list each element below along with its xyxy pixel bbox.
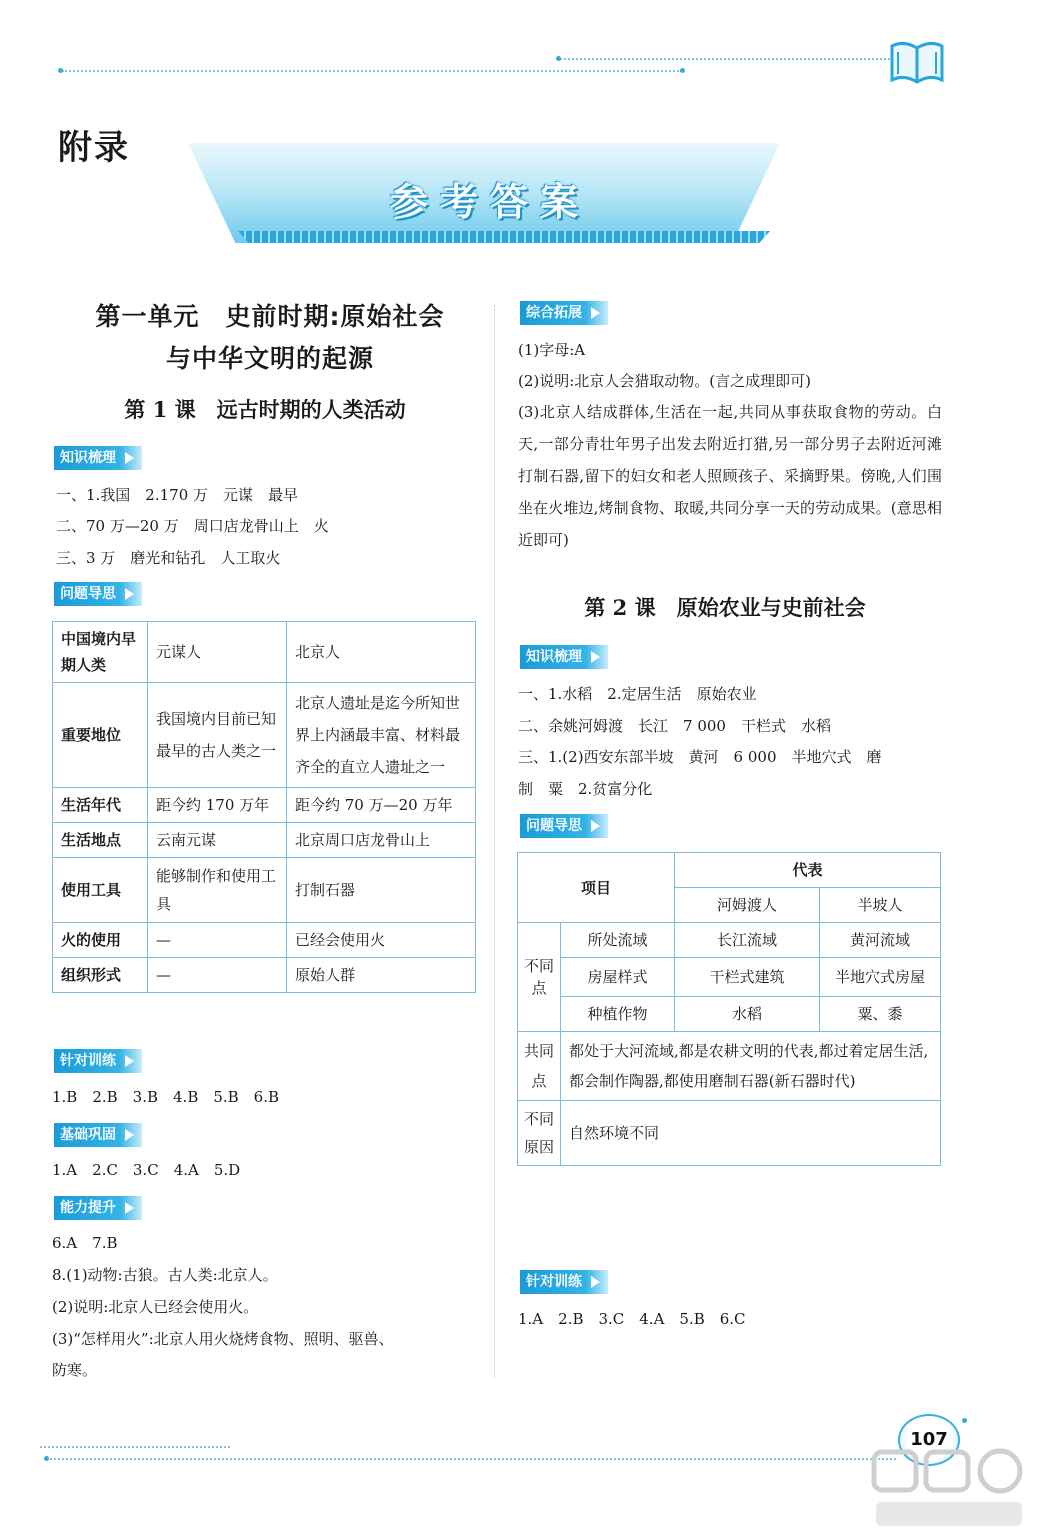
bottom-dotted-line-long [50,1458,896,1460]
table-header-cell: 项目 [518,853,675,923]
lesson1-knowledge-line: 一、1.我国 2.170 万 元谋 最早 [56,486,299,504]
table-cell: 不同点 [518,923,561,1032]
open-book-icon [888,38,946,86]
lesson1-knowledge-tag: 知识梳理 [54,446,142,470]
table-row [53,683,476,788]
table-cell: 云南元谋 [148,823,287,858]
comprehensive-tag: 综合拓展 [520,301,608,325]
table-row [518,958,941,997]
table-cell: 打制石器 [287,858,476,923]
table-row [518,1032,941,1101]
table-row [518,853,941,888]
banner-char: 案 [540,180,579,224]
top-dotted-line [62,70,682,72]
comprehensive-line: (1)字母:A [518,341,586,359]
lesson2-guide-tag: 问题导思 [520,814,608,838]
table-row [53,858,476,923]
lesson1-ability-line: (3)“怎样用火”:北京人用火烧烤食物、照明、驱兽、 [52,1330,394,1348]
table-cell: 我国境内目前已知最早的古人类之一 [148,683,287,788]
table-cell: 已经会使用火 [287,923,476,958]
banner-char: 参 [389,180,428,224]
table-row [518,997,941,1032]
lesson1-ability-line: 8.(1)动物:古狼。古人类:北京人。 [52,1266,278,1284]
table-cell: 长江流域 [675,923,820,958]
lesson1-basic-tag: 基础巩固 [54,1123,142,1147]
table-cell: 北京人遗址是迄今所知世界上内涵最丰富、材料最齐全的直立人遗址之一 [287,683,476,788]
table-cell: 共同点 [518,1032,561,1101]
table-cell: 距今约 170 万年 [148,788,287,823]
table-cell: 半地穴式房屋 [820,958,941,997]
bottom-dot [44,1456,49,1461]
top-dot [58,68,63,73]
table-cell: 水稻 [675,997,820,1032]
banner-char: 考 [439,180,478,224]
comprehensive-paragraph: (3)北京人结成群体,生活在一起,共同从事获取食物的劳动。白天,一部分青壮年男子出发去附近打猎,另一部分男子去附近河滩打制石器,留下的妇女和老人照顾孩子、采摘野果。傍晚,人们围坐在火堆边,烤制食物、取暖,共同分享一天的劳动成果。(意思相近即可) [518,403,942,549]
lesson2-targeted-answers: 1.A 2.B 3.C 4.A 5.B 6.C [518,1310,746,1328]
table-header-cell: 使用工具 [53,858,148,923]
table-header-cell: 重要地位 [53,683,148,788]
lesson2-knowledge-tag: 知识梳理 [520,645,608,669]
appendix-label: 附录 [58,128,130,168]
table-cell: 半坡人 [820,888,941,923]
table-cell: 自然环境不同 [561,1101,941,1166]
table-cell: 干栏式建筑 [675,958,820,997]
lesson1-guide-tag: 问题导思 [54,582,142,606]
lesson1-guide-table [52,621,476,993]
lesson1-knowledge-line: 二、70 万—20 万 周口店龙骨山上 火 [56,517,329,535]
lesson2-knowledge-line: 制 粟 2.贫富分化 [518,780,653,798]
table-cell: 不同原因 [518,1101,561,1166]
table-cell: 能够制作和使用工具 [148,858,287,923]
answer-banner [188,143,780,243]
lesson1-basic-answers: 1.A 2.C 3.C 4.A 5.D [52,1161,241,1179]
table-cell: 河姆渡人 [675,888,820,923]
top-dot [556,56,561,61]
table-cell: 北京周口店龙骨山上 [287,823,476,858]
unit-title-line1: 第一单元 史前时期:原始社会 [95,302,445,331]
table-header-cell: 火的使用 [53,923,148,958]
column-divider [494,305,495,1377]
unit-title-line2: 与中华文明的起源 [165,344,374,373]
bottom-dotted-line [40,1446,230,1448]
table-cell: 原始人群 [287,958,476,993]
bottom-dot [962,1418,967,1423]
lesson2-knowledge-line: 三、1.(2)西安东部半坡 黄河 6 000 半地穴式 磨 [518,748,882,766]
table-cell: 房屋样式 [561,958,675,997]
table-row [53,823,476,858]
table-header-cell: 生活年代 [53,788,148,823]
lesson1-ability-line: 防寒。 [52,1361,98,1379]
table-header-cell: 代表 [675,853,941,888]
table-header-cell: 中国境内早期人类 [53,622,148,683]
table-cell: 距今约 70 万—20 万年 [287,788,476,823]
lesson1-ability-line: (2)说明:北京人已经会使用火。 [52,1298,259,1316]
table-cell: 种植作物 [561,997,675,1032]
table-cell: — [148,958,287,993]
table-cell: — [148,923,287,958]
comprehensive-line: (2)说明:北京人会猎取动物。(言之成理即可) [518,372,812,390]
table-cell: 黄河流域 [820,923,941,958]
lesson1-ability-tag: 能力提升 [54,1196,142,1220]
lesson1-knowledge-line: 三、3 万 磨光和钻孔 人工取火 [56,549,281,567]
lesson1-ability-line: 6.A 7.B [52,1234,118,1252]
lesson2-targeted-tag: 针对训练 [520,1270,608,1294]
table-row [53,923,476,958]
watermark-logo [868,1444,1028,1532]
lesson1-targeted-tag: 针对训练 [54,1049,142,1073]
lesson1-title: 第 1 课 远古时期的人类活动 [124,397,406,422]
table-cell: 粟、黍 [820,997,941,1032]
table-row [53,622,476,683]
table-row [518,1101,941,1166]
table-cell: 北京人 [287,622,476,683]
banner-char: 答 [490,180,529,224]
table-header-cell: 生活地点 [53,823,148,858]
table-row [518,923,941,958]
top-dot [680,68,685,73]
table-cell: 元谋人 [148,622,287,683]
table-cell: 都处于大河流域,都是农耕文明的代表,都过着定居生活,都会制作陶器,都使用磨制石器(新石器时代) [561,1032,941,1101]
table-row [53,788,476,823]
lesson2-guide-table [517,852,941,1166]
table-row [53,958,476,993]
page-number: 107 [898,1414,960,1466]
table-cell: 所处流域 [561,923,675,958]
lesson2-knowledge-line: 二、余姚河姆渡 长江 7 000 干栏式 水稻 [518,717,831,735]
lesson1-targeted-answers: 1.B 2.B 3.B 4.B 5.B 6.B [52,1088,280,1106]
lesson2-title: 第 2 课 原始农业与史前社会 [584,595,866,620]
lesson2-knowledge-line: 一、1.水稻 2.定居生活 原始农业 [518,685,757,703]
top-dotted-line-right [560,58,890,60]
table-header-cell: 组织形式 [53,958,148,993]
